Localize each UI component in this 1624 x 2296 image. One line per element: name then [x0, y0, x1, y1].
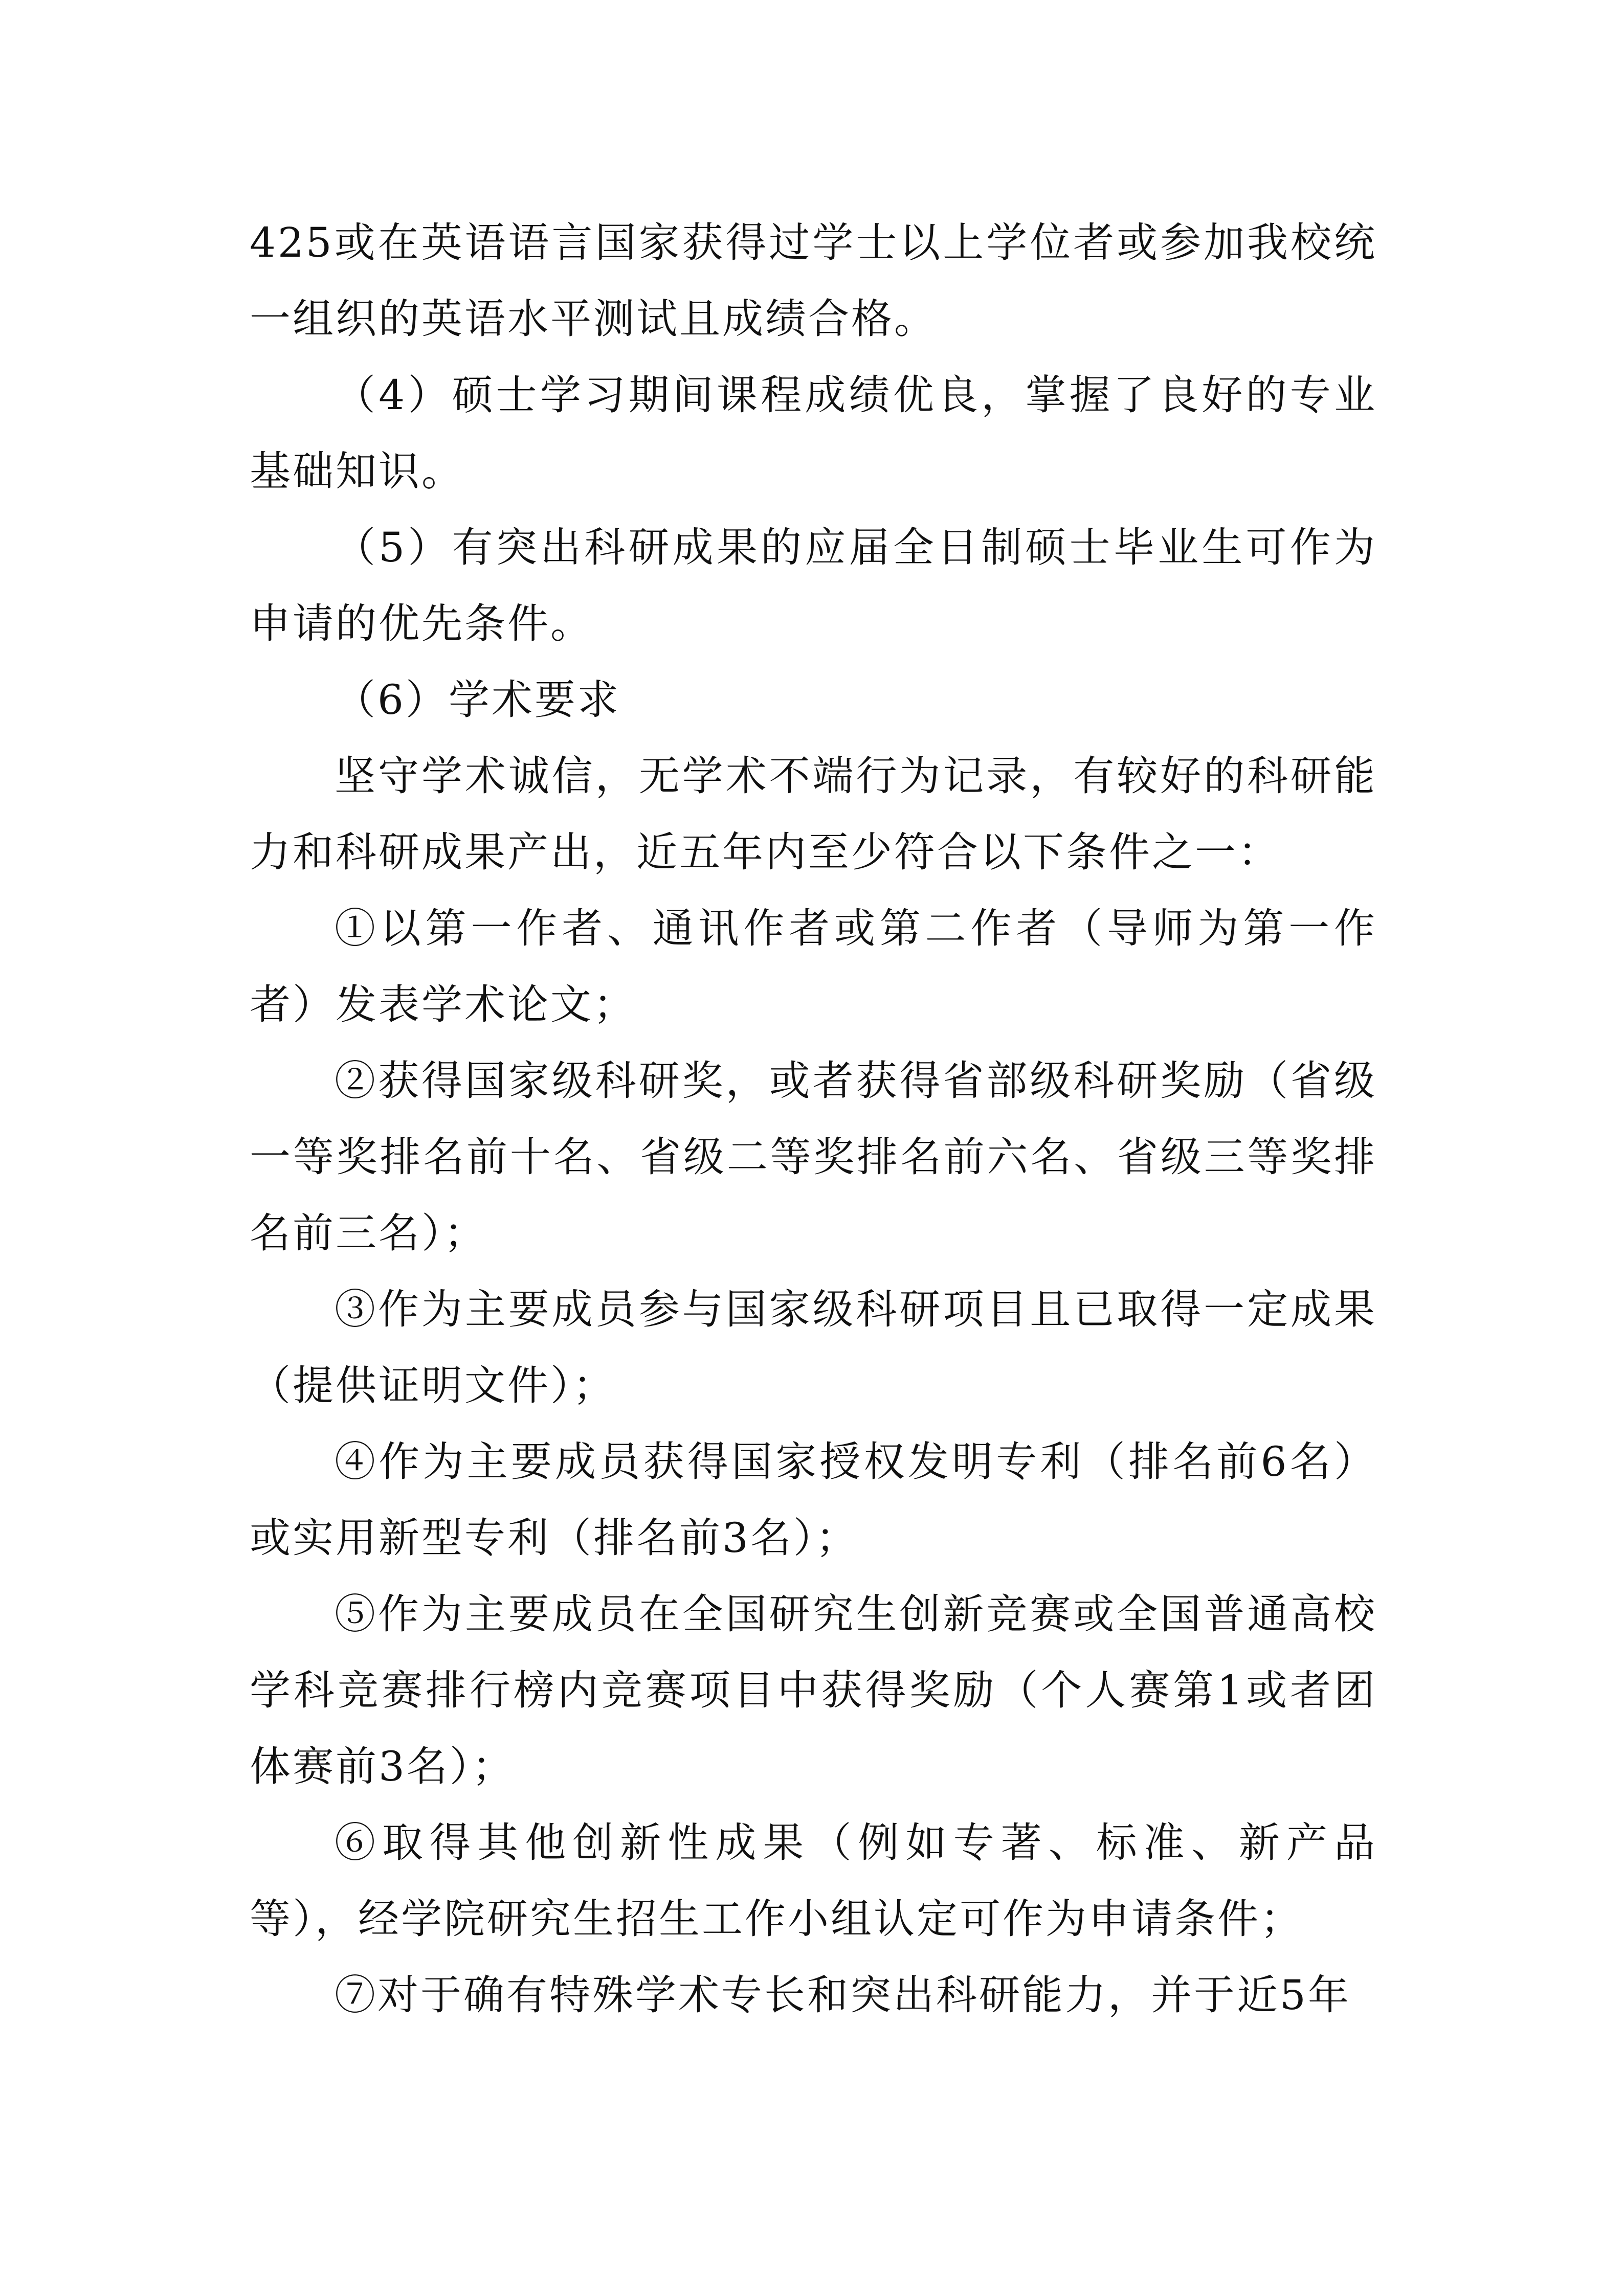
paragraph-english-requirement: 425或在英语语言国家获得过学士以上学位者或参加我校统一组织的英语水平测试且成绩合格。: [250, 219, 1377, 343]
paragraph-priority-condition: （5）有突出科研成果的应届全日制硕士毕业生可作为申请的优先条件。: [250, 524, 1377, 647]
paragraph-academic-integrity: 坚守学术诚信，无学术不端行为记录，有较好的科研能力和科研成果产出，近五年内至少符合以下条件之一：: [250, 752, 1377, 876]
paragraph-course-grades: （4）硕士学习期间课程成绩优良，掌握了良好的专业基础知识。: [250, 371, 1377, 495]
list-item-special-talent: ⑦对于确有特殊学术专长和突出科研能力，并于近5年: [335, 1971, 1351, 2019]
document-page: [250, 205, 1377, 2033]
list-item-awards: ②获得国家级科研奖，或者获得省部级科研奖励（省级一等奖排名前十名、省级二等奖排名前六名、省级三等奖排名前三名）；: [250, 1057, 1377, 1257]
list-item-papers: ①以第一作者、通讯作者或第二作者（导师为第一作者）发表学术论文；: [250, 905, 1377, 1028]
paragraph-academic-heading: （6）学术要求: [335, 676, 620, 724]
list-item-projects: ③作为主要成员参与国家级科研项目且已取得一定成果（提供证明文件）；: [250, 1286, 1377, 1409]
list-item-other-achievements: ⑥取得其他创新性成果（例如专著、标准、新产品等），经学院研究生招生工作小组认定可作为申请条件；: [250, 1819, 1377, 1943]
list-item-patents: ④作为主要成员获得国家授权发明专利（排名前6名）或实用新型专利（排名前3名）；: [250, 1438, 1377, 1562]
list-item-competitions: ⑤作为主要成员在全国研究生创新竞赛或全国普通高校学科竞赛排行榜内竞赛项目中获得奖励（个人赛第1或者团体赛前3名）；: [250, 1590, 1377, 1790]
